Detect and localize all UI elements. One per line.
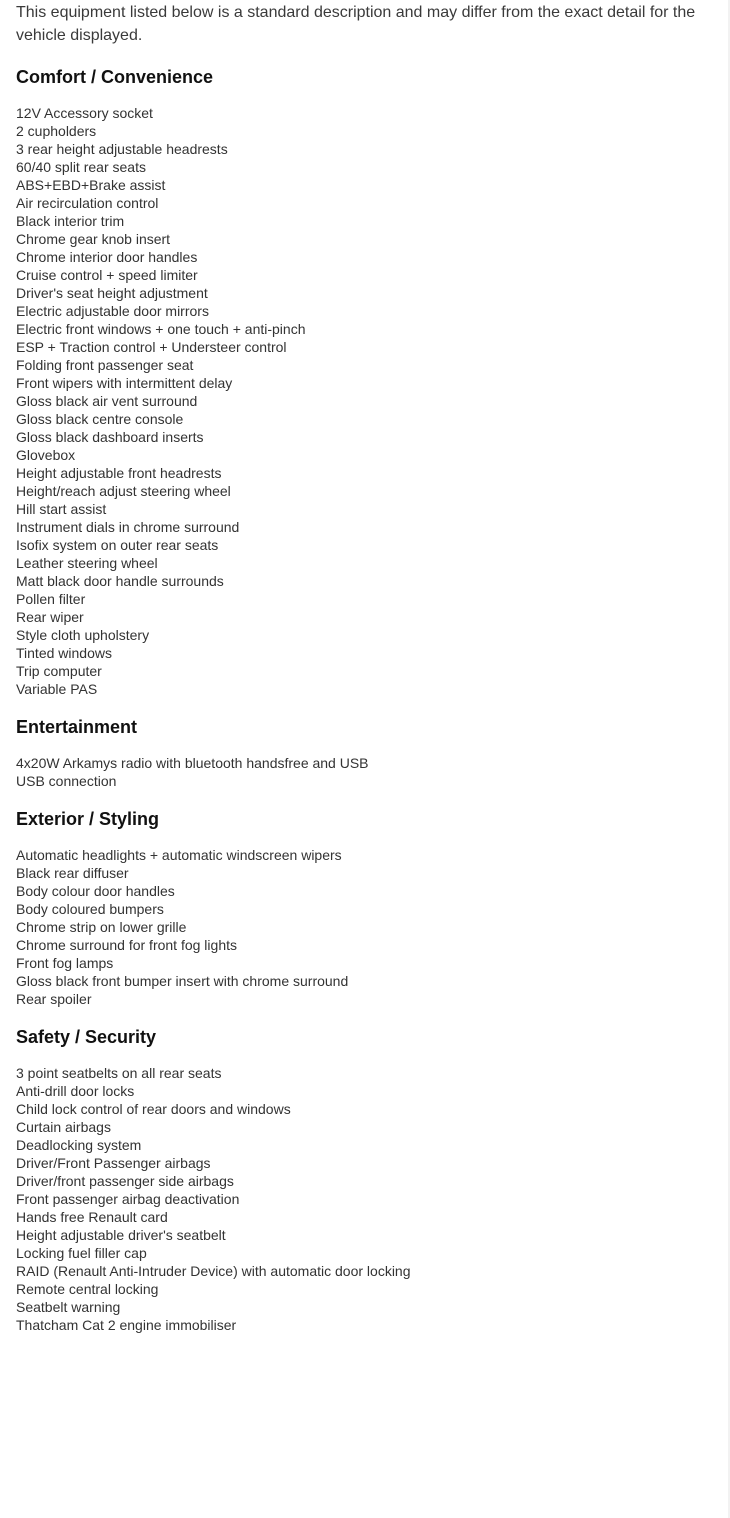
list-item: Chrome surround for front fog lights xyxy=(16,937,237,953)
section-title: Safety / Security xyxy=(16,1027,157,1047)
list-item: Isofix system on outer rear seats xyxy=(16,537,219,553)
equipment-list xyxy=(16,104,706,698)
list-item: Curtain airbags xyxy=(16,1119,111,1135)
list-item: ESP + Traction control + Understeer control xyxy=(16,339,287,355)
list-item: Front wipers with intermittent delay xyxy=(16,375,233,391)
list-item: Body coloured bumpers xyxy=(16,901,164,917)
section-title: Entertainment xyxy=(16,717,138,737)
list-item: Folding front passenger seat xyxy=(16,357,194,373)
list-item: Gloss black dashboard inserts xyxy=(16,429,204,445)
list-item: 60/40 split rear seats xyxy=(16,159,146,175)
equipment-list xyxy=(16,846,706,1008)
list-item: Chrome gear knob insert xyxy=(16,231,171,247)
list-item: Child lock control of rear doors and windows xyxy=(16,1101,291,1117)
equipment-disclaimer: This equipment listed below is a standard description and may differ from the exact detail for the vehicle displayed. xyxy=(16,4,696,44)
equipment-list xyxy=(16,1064,706,1334)
section-exterior-styling xyxy=(16,808,706,1008)
list-item: Gloss black front bumper insert with chrome surround xyxy=(16,973,349,989)
list-item: Height adjustable driver's seatbelt xyxy=(16,1227,226,1243)
list-item: Air recirculation control xyxy=(16,195,159,211)
list-item: Remote central locking xyxy=(16,1281,159,1297)
list-item: Black rear diffuser xyxy=(16,865,129,881)
equipment-list xyxy=(16,754,706,790)
list-item: Driver's seat height adjustment xyxy=(16,285,208,301)
list-item: Body colour door handles xyxy=(16,883,175,899)
list-item: Electric adjustable door mirrors xyxy=(16,303,209,319)
list-item: 2 cupholders xyxy=(16,123,97,139)
list-item: Rear wiper xyxy=(16,609,84,625)
list-item: 3 point seatbelts on all rear seats xyxy=(16,1065,222,1081)
list-item: Hands free Renault card xyxy=(16,1209,168,1225)
list-item: Tinted windows xyxy=(16,645,112,661)
list-item: Anti-drill door locks xyxy=(16,1083,135,1099)
list-item: Pollen filter xyxy=(16,591,86,607)
list-item: Instrument dials in chrome surround xyxy=(16,519,240,535)
list-item: Chrome strip on lower grille xyxy=(16,919,187,935)
list-item: Hill start assist xyxy=(16,501,107,517)
list-item: Cruise control + speed limiter xyxy=(16,267,198,283)
list-item: Front passenger airbag deactivation xyxy=(16,1191,240,1207)
section-title: Comfort / Convenience xyxy=(16,67,214,87)
list-item: Thatcham Cat 2 engine immobiliser xyxy=(16,1317,237,1333)
section-title: Exterior / Styling xyxy=(16,809,160,829)
list-item: 3 rear height adjustable headrests xyxy=(16,141,228,157)
list-item: Gloss black air vent surround xyxy=(16,393,198,409)
list-item: 12V Accessory socket xyxy=(16,105,153,121)
list-item: Locking fuel filler cap xyxy=(16,1245,147,1261)
list-item: Height/reach adjust steering wheel xyxy=(16,483,231,499)
list-item: RAID (Renault Anti-Intruder Device) with automatic door locking xyxy=(16,1263,411,1279)
section-comfort-convenience xyxy=(16,66,706,698)
list-item: Driver/front passenger side airbags xyxy=(16,1173,234,1189)
list-item: Gloss black centre console xyxy=(16,411,184,427)
list-item: Glovebox xyxy=(16,447,76,463)
list-item: Chrome interior door handles xyxy=(16,249,198,265)
list-item: Black interior trim xyxy=(16,213,125,229)
list-item: Automatic headlights + automatic windscreen wipers xyxy=(16,847,342,863)
equipment-content xyxy=(16,0,706,1334)
list-item: 4x20W Arkamys radio with bluetooth handsfree and USB xyxy=(16,755,369,771)
list-item: USB connection xyxy=(16,773,117,789)
list-item: Rear spoiler xyxy=(16,991,92,1007)
section-entertainment xyxy=(16,716,706,790)
list-item: Deadlocking system xyxy=(16,1137,142,1153)
list-item: Height adjustable front headrests xyxy=(16,465,222,481)
list-item: ABS+EBD+Brake assist xyxy=(16,177,166,193)
list-item: Front fog lamps xyxy=(16,955,114,971)
list-item: Seatbelt warning xyxy=(16,1299,121,1315)
list-item: Electric front windows + one touch + anti-pinch xyxy=(16,321,306,337)
section-safety-security xyxy=(16,1026,706,1334)
list-item: Style cloth upholstery xyxy=(16,627,150,643)
list-item: Leather steering wheel xyxy=(16,555,158,571)
list-item: Driver/Front Passenger airbags xyxy=(16,1155,211,1171)
list-item: Trip computer xyxy=(16,663,102,679)
list-item: Matt black door handle surrounds xyxy=(16,573,224,589)
list-item: Variable PAS xyxy=(16,681,98,697)
